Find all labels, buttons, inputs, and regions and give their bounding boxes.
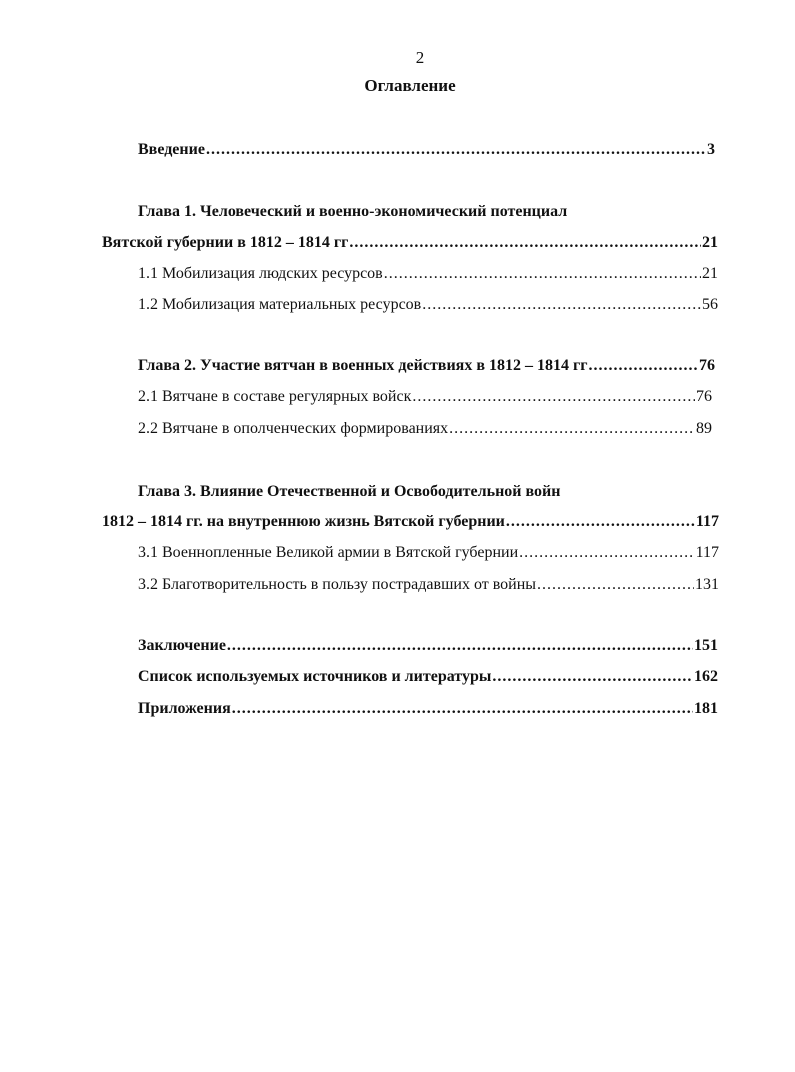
- toc-entry-label: Вятской губернии в 1812 – 1814 гг: [102, 234, 349, 251]
- toc-entry-page: 56: [702, 296, 718, 313]
- toc-leader-dots: [412, 386, 695, 408]
- toc-entry-label: 2.2 Вятчане в ополченческих формированиях: [138, 420, 449, 437]
- toc-entry-page: 89: [696, 420, 712, 437]
- toc-entry-page: 3: [707, 141, 715, 158]
- toc-leader-dots: [232, 698, 693, 720]
- toc-leader-dots: [519, 542, 694, 564]
- toc-leader-dots: [589, 355, 699, 377]
- toc-entry-page: 117: [695, 513, 719, 530]
- toc-chapter-3-heading: Глава 3. Влияние Отечественной и Освободительной войн: [138, 483, 561, 500]
- toc-leader-dots: [349, 232, 701, 254]
- toc-entry-chapter-1[interactable]: [102, 232, 718, 254]
- toc-leader-dots: [537, 574, 694, 596]
- toc-leader-dots: [384, 263, 701, 285]
- toc-entry-label: Введение: [138, 141, 205, 158]
- toc-entry-conclusion[interactable]: [138, 635, 718, 657]
- toc-entry-chapter-2[interactable]: [138, 355, 715, 377]
- toc-entry-chapter-3[interactable]: [102, 511, 719, 533]
- toc-entry-appendices[interactable]: [138, 698, 718, 720]
- toc-entry-page: 76: [699, 357, 715, 374]
- toc-entry-label: 3.1 Военнопленные Великой армии в Вятской губернии: [138, 544, 519, 561]
- toc-leader-dots: [227, 635, 693, 657]
- toc-leader-dots: [449, 418, 695, 440]
- toc-title: Оглавление: [364, 76, 456, 95]
- toc-entry-section-1-2[interactable]: [138, 294, 718, 316]
- toc-entry-label: 3.2 Благотворительность в пользу пострадавших от войны: [138, 576, 537, 593]
- toc-entry-page: 21: [702, 234, 718, 251]
- toc-entry-page: 151: [694, 637, 718, 654]
- toc-entry-page: 76: [696, 388, 712, 405]
- toc-entry-label: 1.1 Мобилизация людских ресурсов: [138, 265, 383, 282]
- toc-chapter-1-heading: Глава 1. Человеческий и военно-экономический потенциал: [138, 203, 568, 220]
- toc-entry-section-1-1[interactable]: [138, 263, 718, 285]
- toc-leader-dots: [492, 666, 693, 688]
- toc-leader-dots: [506, 511, 695, 533]
- toc-entry-label: Список используемых источников и литературы: [138, 668, 492, 685]
- toc-entry-label: Глава 2. Участие вятчан в военных действиях в 1812 – 1814 гг: [138, 357, 588, 374]
- toc-leader-dots: [422, 294, 701, 316]
- toc-entry-label: 1812 – 1814 гг. на внутреннюю жизнь Вятской губернии: [102, 513, 505, 530]
- toc-entry-label: 1.2 Мобилизация материальных ресурсов: [138, 296, 422, 313]
- toc-entry-sources[interactable]: [138, 666, 718, 688]
- toc-entry-page: 117: [695, 544, 719, 561]
- toc-leader-dots: [206, 139, 706, 161]
- toc-entry-section-2-2[interactable]: [138, 418, 712, 440]
- toc-entry-label: Заключение: [138, 637, 226, 654]
- toc-entry-page: 21: [702, 265, 718, 282]
- toc-entry-page: 131: [695, 576, 719, 593]
- toc-entry-page: 181: [694, 700, 718, 717]
- toc-entry-section-2-1[interactable]: [138, 386, 712, 408]
- toc-entry-section-3-1[interactable]: [138, 542, 719, 564]
- page-number: 2: [415, 48, 425, 67]
- toc-entry-section-3-2[interactable]: [138, 574, 719, 596]
- toc-entry-introduction[interactable]: [138, 139, 715, 161]
- toc-entry-label: 2.1 Вятчане в составе регулярных войск: [138, 388, 412, 405]
- toc-entry-page: 162: [694, 668, 718, 685]
- toc-entry-label: Приложения: [138, 700, 231, 717]
